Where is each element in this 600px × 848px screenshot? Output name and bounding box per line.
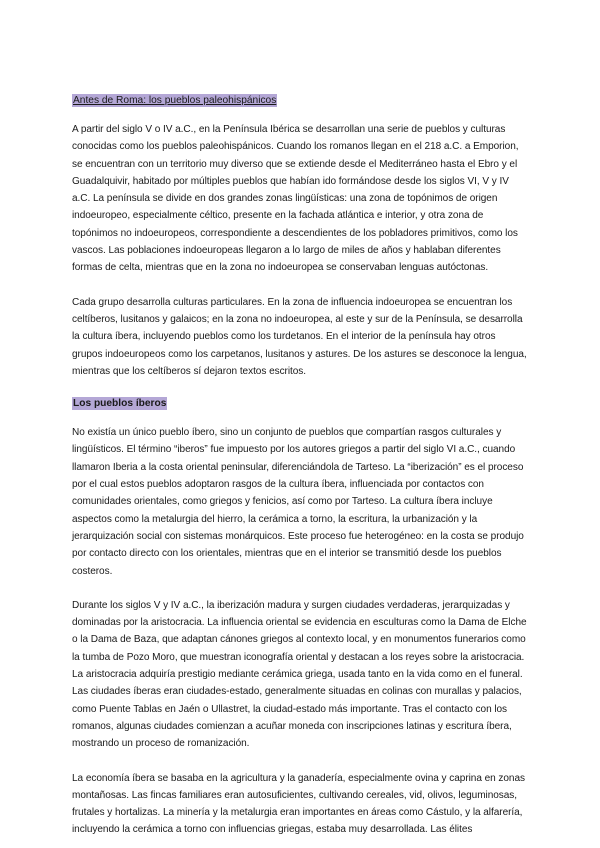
paragraph: A partir del siglo V o IV a.C., en la Península Ibérica se desarrollan una serie de pueblos y culturas conocidas como los pueblos paleohispánicos. Cuando los romanos llegan en el 218 a.C. a Emporion, se encuentran con un territorio muy diverso que se extiende desde el Mediterráneo hasta el Ebro y el Guadalquivir, habitado por múltiples pueblos que habían ido formándose desde los siglos VI, V y IV a.C. La península se divide en dos grandes zonas lingüísticas: una zona de topónimos de origen indoeuropeo, especialmente céltico, presente en la fachada atlántica e interior, y otra zona de topónimos no indoeuropeos, correspondiente a descendientes de los pobladores primitivos, como los vascos. Las poblaciones indoeuropeas llegaron a lo largo de miles de años y hablaban diferentes formas de celta, mientras que en la zona no indoeuropea se conservaban lenguas autóctonas. [72, 124, 519, 274]
paragraph: La economía íbera se basaba en la agricultura y la ganadería, especialmente ovina y caprina en zonas montañosas. Las fincas familiares eran autosuficientes, cultivando cereales, vid, olivos, leguminosas, frutales y hortalizas. La minería y la metalurgia eran importantes en áreas como Cástulo, y la alfarería, incluyendo la cerámica a torno con influencias griegas, estaba muy desarrollada. Las élites [72, 772, 525, 836]
document-page [72, 90, 528, 839]
section-heading-pueblos-iberos: Los pueblos íberos [73, 398, 167, 410]
paragraph: No existía un único pueblo íbero, sino un conjunto de pueblos que compartían rasgos culturales y lingüísticos. El término “iberos” fue impuesto por los autores griegos a partir del siglo VI a.C., cuando llamaron Iberia a la costa oriental peninsular, diferenciándola de Tarteso. La “iberización” es el proceso por el cual estos pueblos adoptaron rasgos de la cultura íbera, influenciada por contactos con comunidades orientales, como griegos y fenicios, así como por Tarteso. La cultura íbera incluye aspectos como la metalurgia del hierro, la cerámica a torno, la escritura, la urbanización y la jerarquización social con sistemas monárquicos. Este proceso fue heterogéneo: en la costa se produjo por contacto directo con los orientales, mientras que en el interior se transmitió desde los pueblos costeros. [72, 427, 524, 577]
section-heading-antes-de-roma: Antes de Roma: los pueblos paleohispánicos [73, 95, 277, 106]
paragraph: Cada grupo desarrolla culturas particulares. En la zona de influencia indoeuropea se encuentran los celtíberos, lusitanos y galaicos; en la zona no indoeuropea, al este y sur de la Península, se desarrolla la cultura íbera, incluyendo pueblos como los turdetanos. En el interior de la península hay otros grupos indoeuropeos como los carpetanos, lusitanos y astures. De los astures se desconoce la lengua, mientras que los celtíberos sí dejaron textos escritos. [72, 296, 527, 377]
paragraph: Durante los siglos V y IV a.C., la iberización madura y surgen ciudades verdaderas, jerarquizadas y dominadas por la aristocracia. La influencia oriental se evidencia en esculturas como la Dama de Elche o la Dama de Baza, que adaptan cánones griegos al contexto local, y en monumentos funerarios como la tumba de Pozo Moro, que muestran iconografía oriental y destacan a los reyes sobre la aristocracia. La aristocracia adquiría prestigio mediante cerámica griega, usada tanto en la vida como en el funeral. Las ciudades íberas eran ciudades-estado, generalmente situadas en colinas con murallas y palacios, como Puente Tablas en Jaén o Ullastret, la ciudad-estado más importante. Tras el contacto con los romanos, algunas ciudades comienzan a acuñar moneda con inscripciones latinas y escritura íbera, mostrando un proceso de romanización. [72, 599, 527, 750]
